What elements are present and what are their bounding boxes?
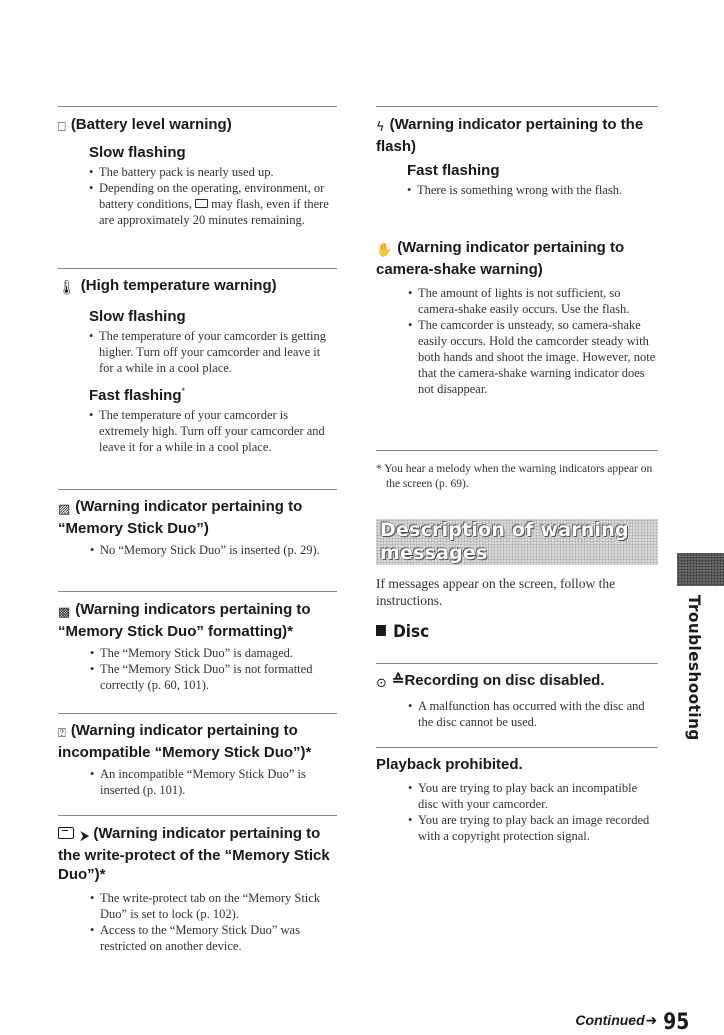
section-heading — [376, 115, 658, 156]
arrow-right-icon: ➜ — [645, 1013, 658, 1029]
fast-flashing-text: Fast flashing — [89, 387, 182, 404]
list-item: • The camcorder is unsteady, so camera-shake easily occurs. Hold the camcorder steady with both hands and shoot the image. However, note that the camera-shake warning indicator does not disappear. — [408, 317, 658, 397]
footnote-mark: * — [181, 386, 186, 396]
list-item: • The battery pack is nearly used up. — [89, 164, 337, 180]
flash-icon: ϟ — [376, 120, 385, 135]
slow-flashing-title: Slow flashing — [89, 144, 186, 161]
section-divider — [376, 663, 658, 664]
list-item: • An incompatible “Memory Stick Duo” is inserted (p. 101). — [90, 766, 337, 798]
banner-title: Description of warning messages — [380, 519, 629, 564]
section-divider — [376, 450, 658, 451]
slow-flashing-title: Slow flashing — [89, 308, 186, 325]
list-item: • No “Memory Stick Duo” is inserted (p. 29). — [90, 542, 337, 558]
disc-heading — [376, 622, 658, 642]
section-divider — [58, 815, 337, 816]
battery-icon — [195, 199, 208, 208]
side-tab-label: Troubleshooting — [685, 594, 704, 741]
section-divider — [58, 591, 337, 592]
intro-text: If messages appear on the screen, follow the instructions. — [376, 576, 616, 608]
section-divider — [58, 713, 337, 714]
section-heading — [58, 497, 337, 538]
list-item: • You are trying to play back an image recorded with a copyright protection signal. — [408, 812, 658, 844]
section-heading — [58, 276, 337, 298]
key-lock-icon: ⮞ — [80, 829, 90, 844]
heading-text: (Warning indicator pertaining to “Memory Stick Duo”) — [58, 498, 303, 537]
list-item: • You are trying to play back an incompatible disc with your camcorder. — [408, 780, 658, 812]
intro-paragraph — [376, 575, 658, 609]
camera-shake-icon: ✋ — [376, 243, 393, 258]
heading-text: (Warning indicator pertaining to camera-shake warning) — [376, 239, 625, 278]
list-item: • The amount of lights is not sufficient, so camera-shake easily occurs. Use the flash. — [408, 285, 658, 317]
section-heading — [376, 671, 658, 693]
list-item-text: Depending on the operating, environment, or battery conditions, — [99, 181, 325, 211]
footnote — [376, 462, 658, 492]
memory-stick-format-icon: ▩ — [58, 605, 71, 620]
heading-text: (Warning indicators pertaining to “Memory Stick Duo” formatting)* — [58, 601, 311, 640]
heading-text: (Warning indicator pertaining to incompatible “Memory Stick Duo”)* — [58, 722, 312, 761]
heading-text: (Battery level warning) — [70, 116, 232, 133]
page-footer — [575, 1010, 692, 1035]
memory-stick-section — [58, 497, 337, 558]
page-number: 95 — [663, 1010, 690, 1035]
troubleshooting-side-tab — [677, 553, 724, 741]
section-divider — [376, 747, 658, 748]
heading-text: ≙Recording on disc disabled. — [391, 672, 605, 689]
incompatible-memory-stick-icon: ⍰ — [58, 726, 66, 741]
camera-shake-section — [376, 238, 658, 397]
battery-warning-section — [58, 115, 337, 228]
list-item — [89, 180, 337, 228]
section-heading — [58, 721, 337, 762]
section-heading — [58, 824, 337, 884]
heading-text: (High temperature warning) — [80, 277, 277, 294]
list-item: • There is something wrong with the flash. — [407, 182, 658, 198]
section-heading — [58, 115, 337, 137]
high-temperature-section — [58, 276, 337, 455]
continued-label: Continued — [575, 1012, 645, 1028]
list-item-text: may flash, even if there are approximately 20 minutes remaining. — [99, 197, 329, 227]
incompatible-memory-stick-section — [58, 721, 337, 798]
footnote-text: * You hear a melody when the warning indicators appear on the screen (p. 69). — [376, 463, 653, 490]
section-heading: Playback prohibited. — [376, 756, 523, 773]
square-bullet-icon — [376, 625, 386, 636]
playback-prohibited-section — [376, 755, 658, 844]
list-item: • Access to the “Memory Stick Duo” was restricted on another device. — [90, 922, 337, 954]
write-protect-section — [58, 824, 337, 954]
flash-warning-section — [376, 115, 658, 198]
side-tab-pattern — [677, 553, 724, 586]
thermometer-icon: 🌡︎ — [58, 280, 76, 296]
fast-flashing-title: Fast flashing — [407, 162, 500, 179]
list-item: • The “Memory Stick Duo” is damaged. — [90, 645, 337, 661]
list-item: • The temperature of your camcorder is extremely high. Turn off your camcorder and leave it for a while in a cool place. — [89, 407, 337, 455]
battery-icon: ⎕ — [58, 120, 66, 135]
heading-text: (Warning indicator pertaining to the flash) — [376, 116, 644, 155]
disc-warning-icon: ⊙ — [376, 676, 387, 691]
recording-disabled-section — [376, 671, 658, 730]
heading-text: (Warning indicator pertaining to the write-protect of the “Memory Stick Duo”)* — [58, 825, 330, 883]
section-banner — [376, 519, 658, 565]
memory-stick-icon — [58, 827, 74, 839]
section-heading — [58, 600, 337, 641]
disc-heading-text — [376, 622, 630, 642]
fast-flashing-title — [89, 382, 337, 405]
list-item: • The write-protect tab on the “Memory Stick Duo” is set to lock (p. 102). — [90, 890, 337, 922]
list-item: • The “Memory Stick Duo” is not formatted correctly (p. 60, 101). — [90, 661, 337, 693]
section-divider — [58, 268, 337, 269]
section-divider — [58, 106, 337, 107]
memory-stick-icon: ▨ — [58, 502, 71, 517]
list-item: • A malfunction has occurred with the disc and the disc cannot be used. — [408, 698, 658, 730]
section-divider — [376, 106, 658, 107]
memory-stick-format-section — [58, 600, 337, 693]
section-divider — [58, 489, 337, 490]
disc-heading-label: Disc — [393, 622, 430, 642]
list-item: • The temperature of your camcorder is getting higher. Turn off your camcorder and leave it for a while in a cool place. — [89, 328, 337, 376]
section-heading — [376, 238, 658, 279]
